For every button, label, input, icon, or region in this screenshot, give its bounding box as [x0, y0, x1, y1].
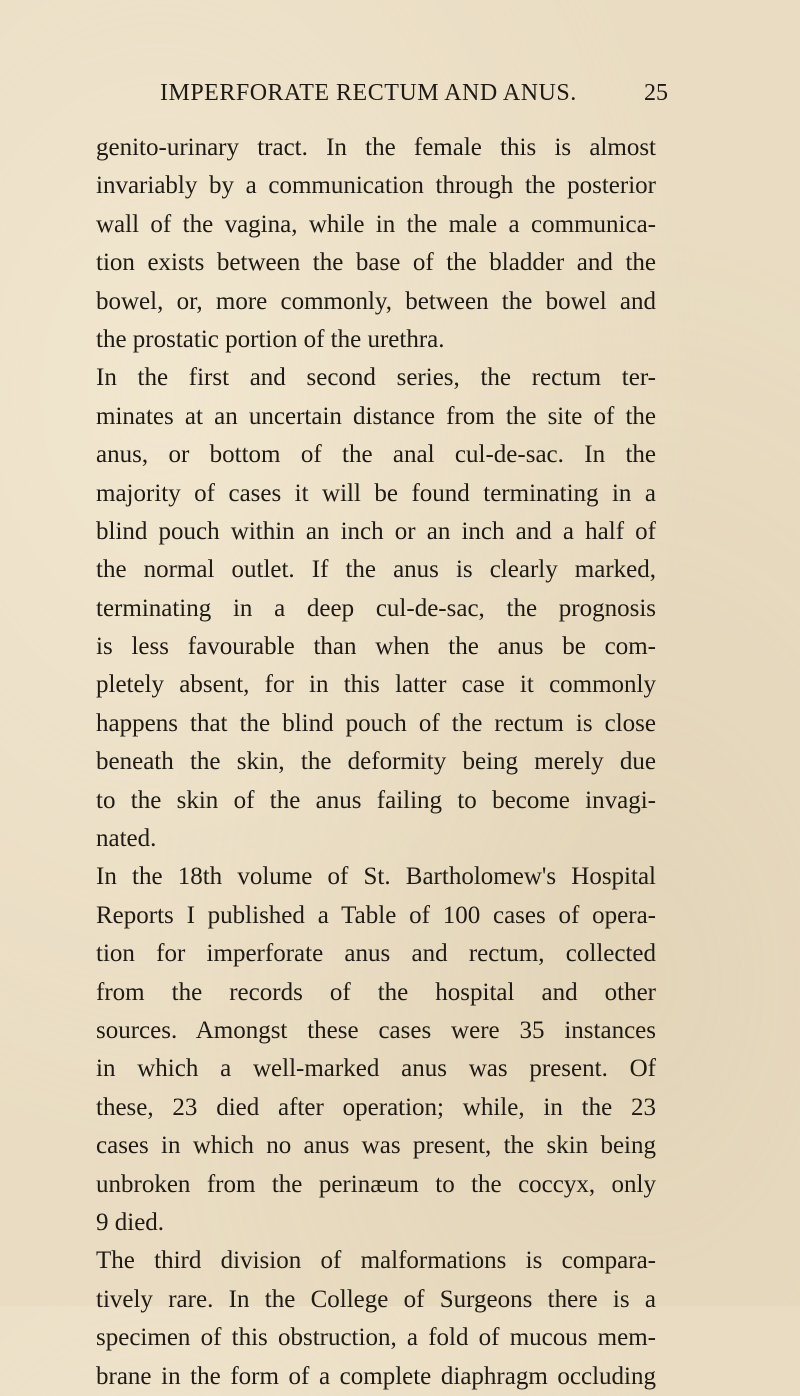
text-line: to the skin of the anus failing to become invagi-	[96, 786, 656, 814]
text-line: terminating in a deep cul-de-sac, the prognosis	[96, 594, 656, 622]
text-line: The third division of malformations is compara-	[96, 1247, 656, 1275]
text-line: 9 died.	[96, 1208, 165, 1236]
text-line: beneath the skin, the deformity being merely due	[96, 748, 656, 776]
text-line: unbroken from the perinæum to the coccyx, only	[96, 1170, 656, 1198]
text-line: in which a well-marked anus was present. Of	[96, 1055, 656, 1083]
text-line: happens that the blind pouch of the rectum is close	[96, 709, 656, 737]
text-line: sources. Amongst these cases were 35 instances	[96, 1016, 656, 1044]
text-line: tion for imperforate anus and rectum, collected	[96, 940, 656, 968]
text-line: In the first and second series, the rectum ter-	[96, 364, 656, 392]
page-number: 25	[644, 80, 668, 106]
text-line: wall of the vagina, while in the male a communica-	[96, 210, 656, 238]
text-line: anus, or bottom of the anal cul-de-sac. In the	[96, 441, 656, 469]
text-line: the normal outlet. If the anus is clearly marked,	[96, 556, 656, 584]
text-line: minates at an uncertain distance from the site of the	[96, 402, 656, 430]
text-line: nated.	[96, 825, 157, 853]
text-line: from the records of the hospital and other	[96, 978, 656, 1006]
text-line: cases in which no anus was present, the skin being	[96, 1132, 656, 1160]
text-line: blind pouch within an inch or an inch and a half of	[96, 517, 656, 545]
text-line: tively rare. In the College of Surgeons there is a	[96, 1285, 656, 1313]
running-title: IMPERFORATE RECTUM AND ANUS.	[160, 80, 577, 106]
text-line: tion exists between the base of the bladder and the	[96, 249, 656, 277]
text-line: invariably by a communication through the posterior	[96, 172, 656, 200]
text-line: these, 23 died after operation; while, in the 23	[96, 1093, 656, 1121]
page-header	[0, 80, 800, 116]
text-line: bowel, or, more commonly, between the bowel and	[96, 287, 656, 315]
text-line: In the 18th volume of St. Bartholomew's Hospital	[96, 863, 656, 891]
text-line: is less favourable than when the anus be com-	[96, 633, 656, 661]
body-text	[96, 129, 656, 1396]
text-line: pletely absent, for in this latter case it commonly	[96, 671, 656, 699]
text-line: majority of cases it will be found terminating in a	[96, 479, 656, 507]
text-line: specimen of this obstruction, a fold of mucous mem-	[96, 1324, 656, 1352]
text-line: Reports I published a Table of 100 cases of opera-	[96, 901, 656, 929]
text-line: brane in the form of a complete diaphragm occluding	[96, 1362, 656, 1390]
text-line: the prostatic portion of the urethra.	[96, 325, 445, 353]
text-line: genito-urinary tract. In the female this is almost	[96, 134, 656, 161]
